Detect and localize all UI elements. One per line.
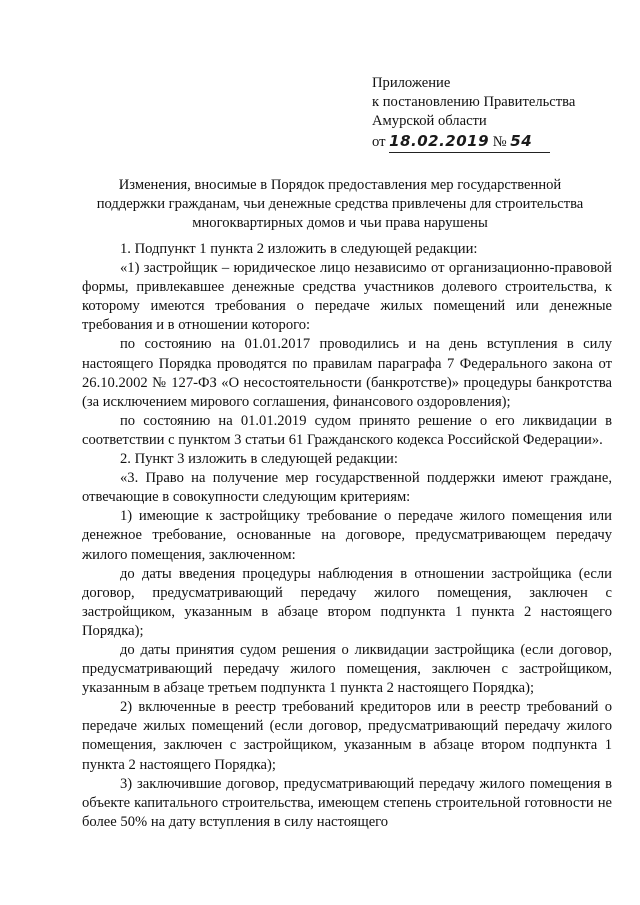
paragraph-criterion-1-observation: до даты введения процедуры наблюдения в отношении застройщика (если договор, предусматривающий передачу жилого помещения, заключен с застройщиком, указанным в абзаце втором подпункта 1 пункта 2 настоящего Порядка); (82, 565, 612, 639)
paragraph-criterion-3: 3) заключившие договор, предусматривающий передачу жилого помещения в объекте капитального строительства, имеющем степень строительной готовности не более 50% на дату вступления в силу настоящего (82, 775, 612, 830)
number-prefix: № (492, 133, 507, 150)
date-prefix: от (372, 133, 386, 150)
title-line: поддержки гражданам, чьи денежные средства привлечены для строительства (96, 196, 584, 213)
paragraph-criterion-2: 2) включенные в реестр требований кредиторов или в реестр требований о передаче жилых помещений (если договор, предусматривающий передачу жилого помещения, заключен с застройщиком, указанным в абзаце втором подпункта 1 пункта 2 настоящего Порядка); (82, 699, 612, 773)
title-line: многоквартирных домов и чьи права нарушены (192, 215, 488, 232)
appendix-label: Приложение (372, 75, 451, 91)
handwritten-date: 18.02.2019 (389, 131, 490, 150)
paragraph-item-2: 2. Пункт 3 изложить в следующей редакции: (120, 451, 398, 468)
paragraph-item-3-rights: «3. Право на получение мер государственной поддержки имеют граждане, отвечающие в совокупности следующим критериям: (82, 470, 612, 506)
paragraph-bankruptcy-condition: по состоянию на 01.01.2017 проводились и на день вступления в силу настоящего Порядка проводятся по правилам параграфа 7 Федерального закона от 26.10.2002 № 127-ФЗ «О несостоятельности (банкротстве)» процедуры банкротства (за исключением мирового соглашения, финансового оздоровления); (82, 336, 612, 410)
decree-reference: к постановлению Правительства (372, 94, 576, 111)
appendix-header (372, 74, 632, 153)
document-title (80, 176, 600, 234)
paragraph-criterion-1: 1) имеющие к застройщику требование о передаче жилого помещения или денежное требование, основанные на договоре, предусматривающем передачу жилого помещения, заключенном: (82, 508, 612, 563)
handwritten-number: 54 (510, 131, 533, 150)
paragraph-item-1: 1. Подпункт 1 пункта 2 изложить в следующей редакции: (120, 241, 478, 257)
paragraph-criterion-1-liquidation: до даты принятия судом решения о ликвидации застройщика (если договор, предусматривающий передачу жилого помещения, заключен с застройщиком, указанным в абзаце третьем подпункта 1 пункта 2 настоящего Порядка); (82, 641, 612, 697)
date-number-line (372, 132, 632, 153)
paragraph-subitem-1-definition: «1) застройщик – юридическое лицо независимо от организационно-правовой формы, привлекавшее денежные средства участников долевого строительства, к которому имеются требования о передаче жилых помещений или денежные требования и в отношении которого: (82, 260, 612, 334)
paragraph-liquidation-condition: по состоянию на 01.01.2019 судом принято решение о его ликвидации в соответствии с пунктом 3 статьи 61 Гражданского кодекса Российской Федерации». (82, 412, 612, 448)
document-body (82, 240, 612, 832)
date-underline (389, 132, 550, 153)
region-name: Амурской области (372, 113, 487, 130)
title-line: Изменения, вносимые в Порядок предоставления мер государственной (118, 177, 562, 193)
